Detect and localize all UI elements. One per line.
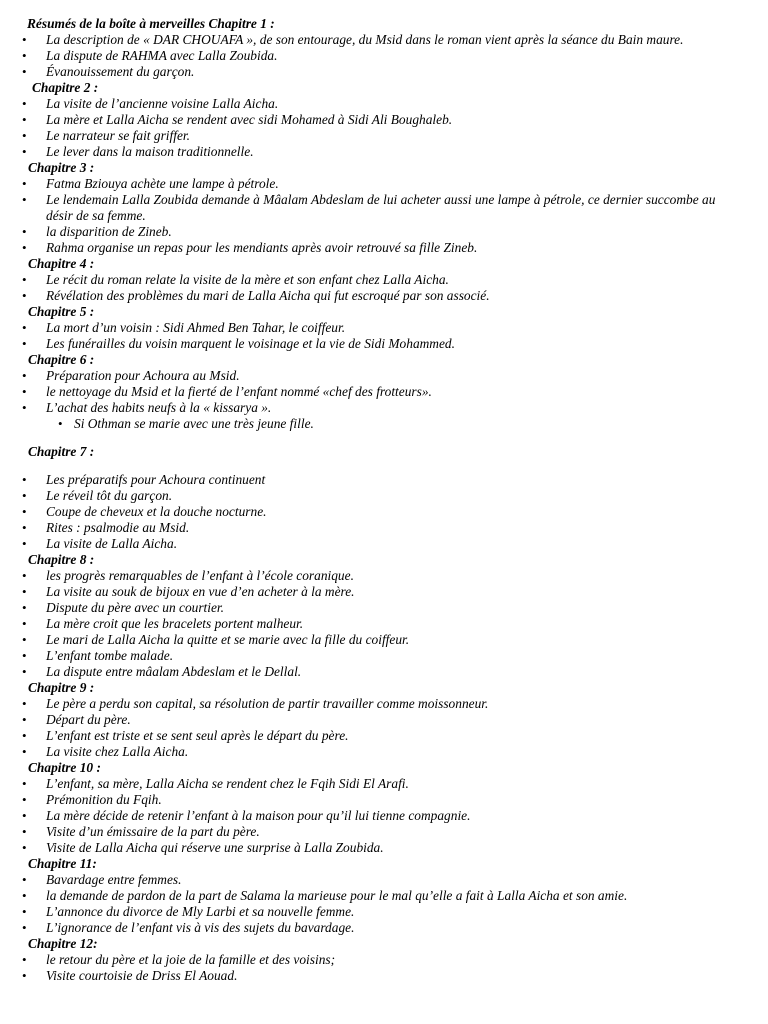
list-item: • Les funérailles du voisin marquent le voisinage et la vie de Sidi Mohammed. [0,336,768,352]
list-item: • L’ignorance de l’enfant vis à vis des sujets du bavardage. [0,920,768,936]
chapter-heading: Chapitre 4 : [28,256,95,271]
list-item: • L’enfant, sa mère, Lalla Aicha se rendent chez le Fqih Sidi El Arafi. [0,776,768,792]
chapter-heading: Chapitre 5 : [28,304,95,319]
list-item: • La mère croit que les bracelets portent malheur. [0,616,768,632]
list-item: • La mère et Lalla Aicha se rendent avec sidi Mohamed à Sidi Ali Boughaleb. [0,112,768,128]
chapter-item-list [0,320,768,352]
list-item: • Rahma organise un repas pour les mendiants après avoir retrouvé sa fille Zineb. [0,240,768,256]
chapter-item-list [0,696,768,760]
list-item: • Prémonition du Fqih. [0,792,768,808]
list-item: • Fatma Bziouya achète une lampe à pétrole. [0,176,768,192]
chapter-heading: Chapitre 2 : [32,80,99,95]
chapter-heading: Chapitre 10 : [28,760,101,775]
chapter-heading: Chapitre 9 : [28,680,95,695]
chapter-heading: Chapitre 6 : [28,352,95,367]
chapter-heading: Résumés de la boîte à merveilles Chapitre 1 : [27,16,275,31]
list-item: • Le mari de Lalla Aicha la quitte et se marie avec la fille du coiffeur. [0,632,768,648]
chapter-item-list [0,368,768,432]
list-item: • Départ du père. [0,712,768,728]
chapter-heading: Chapitre 8 : [28,552,95,567]
chapter-summaries [0,16,768,984]
list-item: • Le réveil tôt du garçon. [0,488,768,504]
list-item: • Révélation des problèmes du mari de Lalla Aicha qui fut escroqué par son associé. [0,288,768,304]
list-item: • La mère décide de retenir l’enfant à la maison pour qu’il lui tienne compagnie. [0,808,768,824]
chapter-item-list [0,776,768,856]
chapter-item-list [0,952,768,984]
chapter-heading: Chapitre 7 : [28,444,95,459]
chapter-item-list [0,96,768,160]
list-item: • La visite chez Lalla Aicha. [0,744,768,760]
chapter-item-list [0,272,768,304]
list-item: • le retour du père et la joie de la famille et des voisins; [0,952,768,968]
list-item: • L’annonce du divorce de Mly Larbi et sa nouvelle femme. [0,904,768,920]
list-item: • le nettoyage du Msid et la fierté de l’enfant nommé «chef des frotteurs». [0,384,768,400]
list-item: • Dispute du père avec un courtier. [0,600,768,616]
chapter-item-list [0,872,768,936]
list-item: • La dispute entre mâalam Abdeslam et le Dellal. [0,664,768,680]
list-item: • Bavardage entre femmes. [0,872,768,888]
list-item: • Préparation pour Achoura au Msid. [0,368,768,384]
list-item: • L’enfant est triste et se sent seul après le départ du père. [0,728,768,744]
chapter-item-list [0,176,768,256]
list-item: • Le récit du roman relate la visite de la mère et son enfant chez Lalla Aicha. [0,272,768,288]
list-item: • Le lever dans la maison traditionnelle. [0,144,768,160]
list-item: • Évanouissement du garçon. [0,64,768,80]
list-item: • Visite d’un émissaire de la part du père. [0,824,768,840]
list-item: • Le père a perdu son capital, sa résolution de partir travailler comme moissonneur. [0,696,768,712]
list-item: • Visite de Lalla Aicha qui réserve une surprise à Lalla Zoubida. [0,840,768,856]
list-item: • Les préparatifs pour Achoura continuent [0,472,768,488]
list-item: • La dispute de RAHMA avec Lalla Zoubida. [0,48,768,64]
chapter-heading: Chapitre 12: [28,936,98,951]
list-item: • Coupe de cheveux et la douche nocturne. [0,504,768,520]
chapter-item-list [0,568,768,680]
list-item: • La visite de Lalla Aicha. [0,536,768,552]
list-item: • Visite courtoisie de Driss El Aouad. [0,968,768,984]
list-item: • La description de « DAR CHOUAFA », de son entourage, du Msid dans le roman vient après la séance du Bain maure. [0,32,768,48]
list-item: • Le lendemain Lalla Zoubida demande à Mâalam Abdeslam de lui acheter aussi une lampe à pétrole, ce dernier succombe au désir de sa femme. [0,192,768,224]
list-item: • Rites : psalmodie au Msid. [0,520,768,536]
list-item: • la disparition de Zineb. [0,224,768,240]
list-item: • La visite au souk de bijoux en vue d’en acheter à la mère. [0,584,768,600]
sub-list-item: • Si Othman se marie avec une très jeune fille. [0,416,768,432]
list-item: • les progrès remarquables de l’enfant à l’école coranique. [0,568,768,584]
chapter-item-list [0,32,768,80]
list-item: • La mort d’un voisin : Sidi Ahmed Ben Tahar, le coiffeur. [0,320,768,336]
list-item: • La visite de l’ancienne voisine Lalla Aicha. [0,96,768,112]
list-item: • L’achat des habits neufs à la « kissarya ». [0,400,768,416]
chapter-heading: Chapitre 3 : [28,160,95,175]
list-item: • Le narrateur se fait griffer. [0,128,768,144]
chapter-heading: Chapitre 11: [28,856,97,871]
list-item: • L’enfant tombe malade. [0,648,768,664]
list-item: • la demande de pardon de la part de Salama la marieuse pour le mal qu’elle a fait à Lalla Aicha et son amie. [0,888,768,904]
chapter-item-list [0,472,768,552]
